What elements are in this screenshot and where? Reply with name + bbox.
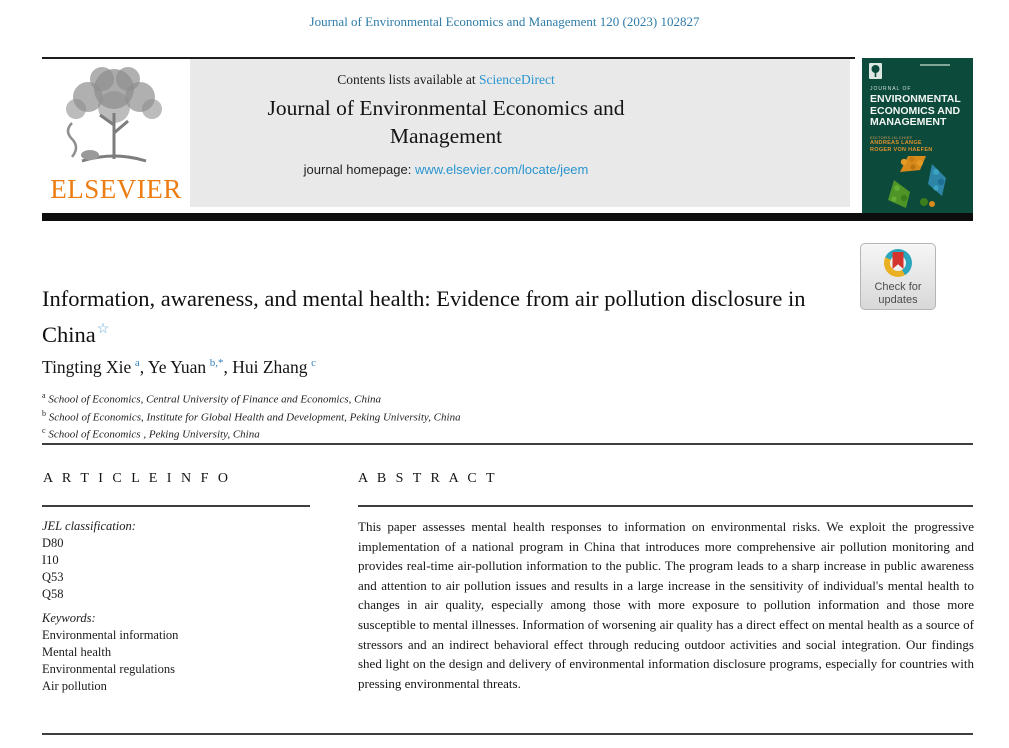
cover-journal-of: JOURNAL OF <box>870 86 912 92</box>
keyword: Mental health <box>42 645 112 659</box>
jel-label: JEL classification: <box>42 519 136 533</box>
author-2 <box>148 357 232 377</box>
check-updates-label <box>861 281 935 306</box>
keyword: Air pollution <box>42 679 107 693</box>
affiliation-a-sup: a <box>42 391 46 400</box>
journal-reference: Journal of Environmental Economics and Management 120 (2023) 102827 <box>309 14 700 29</box>
jel-code: Q53 <box>42 570 64 584</box>
affiliation-a <box>42 389 842 407</box>
affiliation-b-sup: b <box>42 408 46 418</box>
cover-issn-mark <box>920 64 950 66</box>
article-title <box>42 283 812 350</box>
jel-classification-block <box>42 518 322 603</box>
abstract-text: This paper assesses mental health responses to information on environmental risks. We exploit the progressive implementation of a national program in China that introduces more comprehensive air pollution monitoring and provides real-time air-pollution information to the public. The program leads to a sharp increase in public awareness and attention to air pollution issues and results in a large increase in the sensitivity of individual's mental health to changes in air quality, especially among those with more exposure to pollution information and those more susceptible to mental illnesses. Information of worsening air quality has a direct effect on mental health as a source of stressors and an indirect behavioral effect through reducing outdoor activities and social integration. Our findings shed light on the design and delivery of environmental information disclosure programs, especially for countries with pressing environmental threats. <box>358 519 974 691</box>
article-info-rule <box>42 505 310 507</box>
recycling-arrows-icon <box>880 154 958 212</box>
abstract-heading: A B S T R A C T <box>358 471 498 486</box>
title-footnote-star[interactable]: ☆ <box>96 322 110 337</box>
article-info-heading: A R T I C L E I N F O <box>43 471 231 486</box>
keyword: Environmental regulations <box>42 662 175 676</box>
cover-title-line3: MANAGEMENT <box>870 116 947 128</box>
journal-cover-thumbnail[interactable] <box>862 58 973 215</box>
homepage-link[interactable]: www.elsevier.com/locate/jeem <box>414 162 589 177</box>
elsevier-tree-icon <box>52 63 180 179</box>
keywords-label: Keywords: <box>42 611 96 625</box>
affiliation-c <box>42 424 842 442</box>
affiliation-b <box>42 407 842 425</box>
elsevier-logo-text: ELSEVIER <box>50 174 182 204</box>
article-title-text: Information, awareness, and mental health: Evidence from air pollution disclosure in China <box>42 286 806 347</box>
author-line <box>42 357 742 378</box>
check-updates-icon <box>884 249 912 277</box>
jel-code: Q58 <box>42 587 64 601</box>
header-divider-bar <box>42 213 973 221</box>
affiliation-c-sup: c <box>42 426 46 436</box>
affiliation-c-text: School of Economics , Peking University, China <box>48 428 260 441</box>
check-updates-label-line1: Check for <box>874 281 922 293</box>
cover-editors-label: EDITORS-IN-CHIEF <box>870 135 913 140</box>
section-divider-bottom <box>42 733 973 735</box>
affiliation-a-text: School of Economics, Central University of Finance and Economics, China <box>48 393 382 406</box>
abstract-rule <box>358 505 973 507</box>
cover-title-line2: ECONOMICS AND <box>870 104 961 117</box>
author-2-sep: , <box>223 357 233 377</box>
author-1-name: Tingting Xie <box>42 357 132 377</box>
cover-emblem-icon <box>869 63 882 79</box>
author-2-sup[interactable]: b,* <box>209 357 224 370</box>
author-3-sup[interactable]: c <box>311 357 316 370</box>
keyword: Environmental information <box>42 628 179 642</box>
keywords-block <box>42 610 322 695</box>
banner-journal-title-line2: Management <box>389 124 503 148</box>
author-3-name: Hui Zhang <box>232 357 308 377</box>
bookmark-icon <box>893 252 904 269</box>
check-updates-label-line2: updates <box>878 293 918 306</box>
homepage-prefix: journal homepage: <box>303 162 415 177</box>
author-1-sep: , <box>139 357 148 377</box>
cover-editor-2: ROGER VON HAEFEN <box>870 147 933 153</box>
section-divider-top <box>42 443 973 445</box>
elsevier-logo <box>42 59 190 207</box>
cover-editor-1: ANDREAS LANGE <box>870 140 922 146</box>
affiliations <box>42 389 842 442</box>
check-for-updates-badge[interactable] <box>860 243 936 310</box>
author-1-sup[interactable]: a <box>134 357 140 370</box>
sciencedirect-link[interactable]: ScienceDirect <box>479 72 555 87</box>
jel-code: D80 <box>42 536 64 550</box>
author-2-name: Ye Yuan <box>147 357 207 377</box>
author-3 <box>232 357 316 377</box>
author-1 <box>42 357 148 377</box>
jel-code: I10 <box>42 553 59 567</box>
banner-journal-title-line1: Journal of Environmental Economics and <box>267 96 625 120</box>
affiliation-b-text: School of Economics, Institute for Global Health and Development, Peking University, China <box>48 411 461 424</box>
contents-prefix: Contents lists available at <box>337 72 479 87</box>
cover-title <box>870 94 961 129</box>
cover-title-line1: ENVIRONMENTAL <box>870 93 961 105</box>
